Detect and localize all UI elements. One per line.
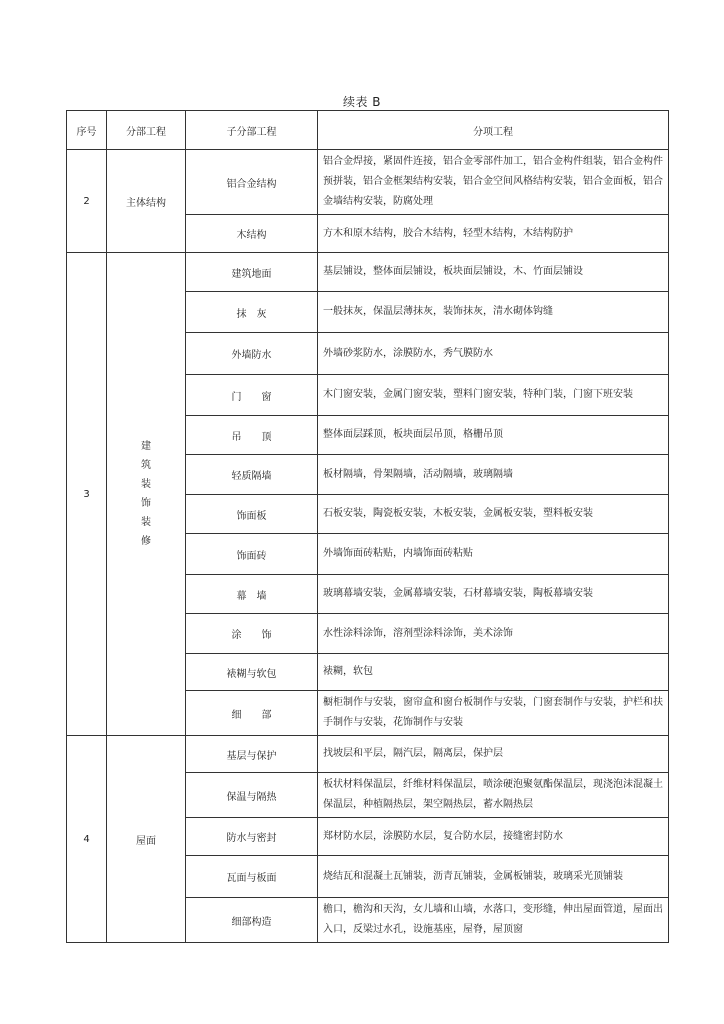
subdivision-cell: 基层与保护 bbox=[186, 736, 318, 773]
subitems-cell: 一般抹灰，保温层薄抹灰，装饰抹灰，清水砌体钩缝 bbox=[318, 292, 669, 333]
header-subdivision: 子分部工程 bbox=[186, 111, 318, 150]
subitems-cell: 外墙砂浆防水，涂膜防水，秀气膜防水 bbox=[318, 333, 669, 375]
subdivision-cell: 饰面砖 bbox=[186, 534, 318, 575]
subdivision-cell: 瓦面与板面 bbox=[186, 856, 318, 898]
division-name-cell bbox=[107, 736, 186, 943]
division-name: 主体结构 bbox=[126, 197, 166, 209]
subitems-cell: 石板安装，陶瓷板安装，木板安装，金属板安装，塑料板安装 bbox=[318, 495, 669, 534]
serial-number-cell: 3 bbox=[67, 253, 107, 736]
division-name: 建筑装饰装修 bbox=[141, 441, 151, 547]
subdivision-cell: 建筑地面 bbox=[186, 253, 318, 292]
subitems-cell: 铝合金焊接，紧固件连接，铝合金零部件加工，铝合金构件组装，铝合金构件预拼装，铝合金框架结构安装，铝合金空间风格结构安装，铝合金面板，铝合金墙结构安装，防腐处理 bbox=[318, 150, 669, 215]
subdivision-cell: 门 窗 bbox=[186, 375, 318, 416]
subitems-cell: 板材隔墙，骨架隔墙，活动隔墙，玻璃隔墙 bbox=[318, 455, 669, 495]
subitems-cell: 裱糊，软包 bbox=[318, 654, 669, 691]
header-division: 分部工程 bbox=[107, 111, 186, 150]
subitems-cell: 整体面层踩顶，板块面层吊顶，格栅吊顶 bbox=[318, 416, 669, 455]
subdivision-cell: 外墙防水 bbox=[186, 333, 318, 375]
subdivision-cell: 幕 墙 bbox=[186, 575, 318, 614]
header-subitems: 分项工程 bbox=[318, 111, 669, 150]
subitems-cell: 木门窗安装，金属门窗安装，塑料门窗安装，特种门装，门窗下班安装 bbox=[318, 375, 669, 416]
subitems-cell: 郑材防水层，涂膜防水层，复合防水层，接缝密封防水 bbox=[318, 818, 669, 856]
subitems-cell: 外墙饰面砖粘贴，内墙饰面砖粘贴 bbox=[318, 534, 669, 575]
subdivision-cell: 木结构 bbox=[186, 215, 318, 253]
subitems-cell: 找坡层和平层，隔汽层，隔离层，保护层 bbox=[318, 736, 669, 773]
subitems-cell: 檐口，檐沟和天沟，女儿墙和山墙，水落口，变形缝，伸出屋面管道，屋面出入口，反梁过水孔，设施基座，屋脊，屋顶窗 bbox=[318, 898, 669, 943]
subitems-cell: 水性涂料涂饰，溶剂型涂料涂饰，美术涂饰 bbox=[318, 614, 669, 654]
subdivision-cell: 细部构造 bbox=[186, 898, 318, 943]
subitems-cell: 烧结瓦和混凝土瓦铺装，沥青瓦铺装，金属板铺装，玻璃采光顶铺装 bbox=[318, 856, 669, 898]
subitems-cell: 橱柜制作与安装，窗帘盒和窗台板制作与安装，门窗套制作与安装，护栏和扶手制作与安装，花饰制作与安装 bbox=[318, 691, 669, 736]
subdivision-cell: 裱糊与软包 bbox=[186, 654, 318, 691]
subdivision-cell: 保温与隔热 bbox=[186, 773, 318, 818]
division-name-cell bbox=[107, 253, 186, 736]
subdivision-cell: 细 部 bbox=[186, 691, 318, 736]
serial-number-cell: 2 bbox=[67, 150, 107, 253]
project-division-table bbox=[66, 110, 669, 943]
division-name: 屋面 bbox=[136, 835, 156, 847]
subitems-cell: 方木和原木结构，胶合木结构，轻型木结构，木结构防护 bbox=[318, 215, 669, 253]
subitems-cell: 玻璃幕墙安装，金属幕墙安装，石材幕墙安装，陶板幕墙安装 bbox=[318, 575, 669, 614]
subdivision-cell: 饰面板 bbox=[186, 495, 318, 534]
table-row bbox=[67, 736, 669, 773]
subdivision-cell: 涂 饰 bbox=[186, 614, 318, 654]
subdivision-cell: 轻质隔墙 bbox=[186, 455, 318, 495]
subitems-cell: 基层铺设，整体面层铺设，板块面层铺设，木、竹面层铺设 bbox=[318, 253, 669, 292]
table-body bbox=[67, 150, 669, 943]
subdivision-cell: 防水与密封 bbox=[186, 818, 318, 856]
table-caption: 续表 B bbox=[342, 95, 382, 109]
subdivision-cell: 抹 灰 bbox=[186, 292, 318, 333]
table-row bbox=[67, 150, 669, 215]
table-row bbox=[67, 253, 669, 292]
table-header-row bbox=[67, 111, 669, 150]
division-name-cell bbox=[107, 150, 186, 253]
subdivision-cell: 铝合金结构 bbox=[186, 150, 318, 215]
subitems-cell: 板状材料保温层，纤维材料保温层，喷涂硬泡聚氨酯保温层，现浇泡沫混凝土保温层，种植隔热层，架空隔热层，蓄水隔热层 bbox=[318, 773, 669, 818]
subdivision-cell: 吊 顶 bbox=[186, 416, 318, 455]
header-serial-no: 序号 bbox=[67, 111, 107, 150]
serial-number-cell: 4 bbox=[67, 736, 107, 943]
